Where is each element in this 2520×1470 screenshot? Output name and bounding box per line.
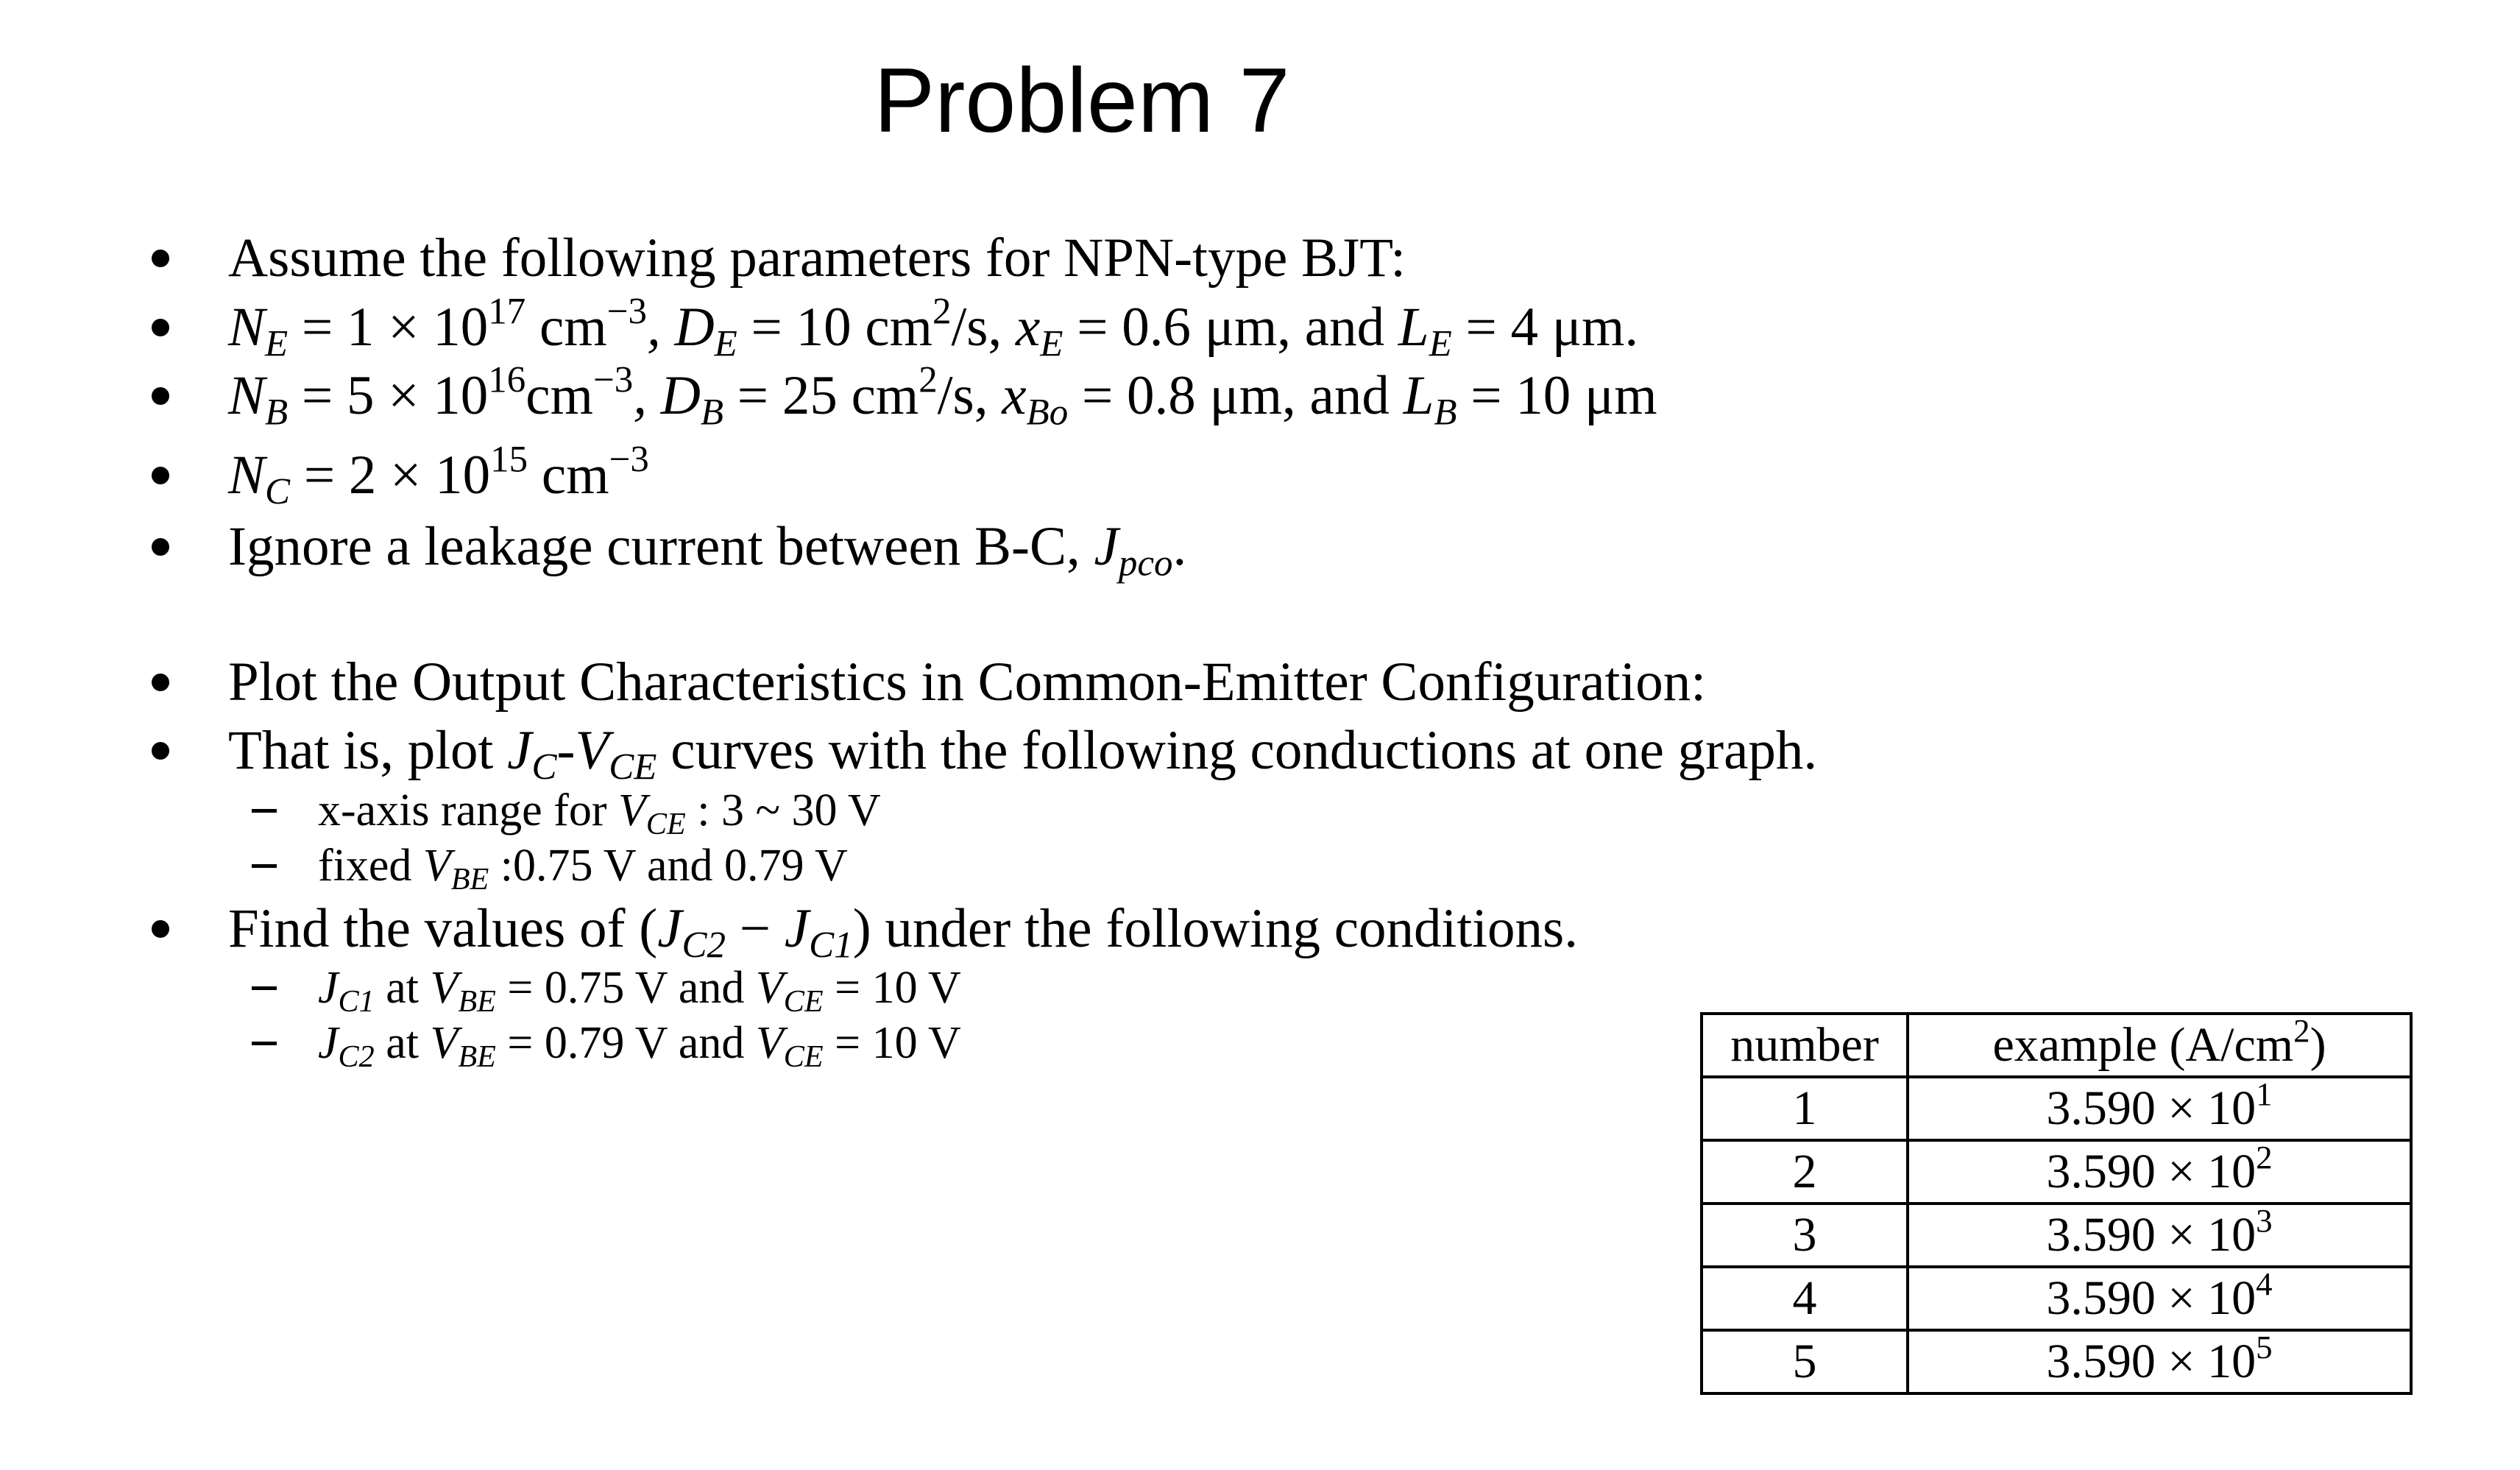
math-subscript: CE <box>783 983 824 1019</box>
math-symbol: V <box>430 963 459 1013</box>
math-subscript: C <box>265 471 291 513</box>
header-example-exponent: 2 <box>2293 1011 2310 1049</box>
subbullet-jc2 <box>318 1014 961 1072</box>
dash-marker <box>252 1042 277 1045</box>
sub-text: at <box>374 1018 431 1068</box>
math-text: cm <box>525 297 607 358</box>
sub-text: = 0.79 V and <box>495 1018 756 1068</box>
math-symbol: V <box>430 1018 459 1068</box>
cell-mantissa: 3.590 × 10 <box>2046 1271 2257 1325</box>
bullet-marker <box>152 742 169 760</box>
math-text: = 1 × 10 <box>288 297 489 358</box>
bullet-leakage <box>228 513 1187 584</box>
sub-text: at <box>374 963 431 1013</box>
math-text: /s, <box>937 365 1002 426</box>
bullet-text: ) under the following conditions. <box>852 898 1578 959</box>
sub-text: = 10 V <box>823 1018 961 1068</box>
bullet-text: Assume the following parameters for NPN-type BJT: <box>228 227 1406 289</box>
math-symbol: N <box>228 445 266 506</box>
bullet-marker <box>152 467 169 484</box>
dash-marker <box>252 864 277 868</box>
subbullet-x-range <box>318 782 881 839</box>
bullet-find-values <box>228 895 1578 967</box>
header-example-text: example (A/cm <box>1992 1018 2294 1072</box>
table-row <box>1702 1077 2411 1140</box>
math-text: − <box>726 898 785 959</box>
math-subscript: C2 <box>682 925 726 967</box>
math-subscript: C <box>531 746 557 788</box>
table-header-row <box>1702 1014 2411 1077</box>
cell-mantissa: 3.590 × 10 <box>2046 1208 2257 1262</box>
math-symbol: V <box>618 785 646 835</box>
math-exponent: 2 <box>919 359 938 401</box>
cell-exponent: 1 <box>2256 1075 2273 1112</box>
math-symbol: N <box>228 297 266 358</box>
math-text: cm <box>528 445 609 506</box>
cell-mantissa: 3.590 × 10 <box>2046 1145 2257 1198</box>
sub-text: fixed <box>318 841 423 891</box>
math-text: = 4 μm. <box>1451 297 1639 358</box>
math-exponent: −3 <box>609 439 649 481</box>
math-symbol: J <box>318 963 339 1013</box>
math-subscript: E <box>714 323 737 365</box>
header-example <box>1908 1011 2411 1077</box>
cell-example <box>1908 1140 2411 1204</box>
math-symbol: J <box>318 1018 339 1068</box>
math-text: = 10 cm <box>737 297 932 358</box>
math-exponent: −3 <box>592 359 634 401</box>
bullet-plot-detail <box>228 717 1818 788</box>
math-symbol: , D <box>646 297 715 358</box>
cell-mantissa: 3.590 × 10 <box>2046 1335 2257 1388</box>
table-row <box>1702 1204 2411 1267</box>
math-symbol: , D <box>633 365 701 426</box>
math-text: = 2 × 10 <box>290 445 491 506</box>
cell-example <box>1908 1201 2411 1267</box>
sub-text: x-axis range for <box>318 785 618 835</box>
math-text: . <box>1172 516 1187 577</box>
subbullet-fixed-vbe <box>318 837 848 897</box>
cell-exponent: 4 <box>2256 1265 2273 1302</box>
cell-number: 1 <box>1702 1077 1908 1140</box>
math-exponent: 16 <box>488 359 526 401</box>
math-text: cm <box>525 365 593 426</box>
bullet-marker <box>152 319 169 336</box>
cell-exponent: 2 <box>2256 1138 2273 1176</box>
cell-example <box>1908 1267 2411 1330</box>
math-subscript: C2 <box>338 1039 375 1074</box>
math-symbol: J <box>657 898 682 959</box>
math-text: = 0.6 μm, and <box>1063 297 1398 358</box>
math-text: = 5 × 10 <box>288 365 489 426</box>
table-row <box>1702 1330 2411 1393</box>
cell-example <box>1908 1077 2411 1140</box>
cell-exponent: 5 <box>2256 1328 2273 1365</box>
bullet-marker <box>152 250 169 267</box>
math-subscript: pco <box>1118 543 1173 584</box>
math-symbol: L <box>1403 365 1434 426</box>
bullet-plot <box>228 649 1706 716</box>
math-exponent: −3 <box>606 291 647 333</box>
math-text: = 10 μm <box>1457 365 1657 426</box>
bullet-collector-params <box>228 439 649 513</box>
math-symbol: N <box>228 365 266 426</box>
bullet-text: Plot the Output Characteristics in Common-Emitter Configuration: <box>228 651 1707 713</box>
math-subscript: B <box>265 392 289 434</box>
dash-marker <box>252 809 277 813</box>
header-number: number <box>1702 1014 1908 1077</box>
bullet-assume <box>228 225 1406 292</box>
math-subscript: C1 <box>809 925 853 967</box>
bullet-base-params <box>228 359 1657 434</box>
math-exponent: 2 <box>932 291 952 333</box>
math-text: /s, <box>951 297 1016 358</box>
math-subscript: E <box>265 323 289 365</box>
bullet-text: curves with the following conductions at one graph. <box>656 720 1818 781</box>
sub-text: : 3 ~ 30 V <box>685 785 881 835</box>
math-symbol: J <box>507 720 532 781</box>
sub-text: = 0.75 V and <box>495 963 756 1013</box>
math-subscript: B <box>700 392 724 434</box>
math-exponent: 17 <box>488 291 526 333</box>
table-row <box>1702 1140 2411 1204</box>
math-text: = 25 cm <box>723 365 919 426</box>
math-subscript: CE <box>645 806 686 841</box>
cell-number: 4 <box>1702 1267 1908 1330</box>
math-subscript: CE <box>609 746 657 788</box>
math-symbol: V <box>755 963 784 1013</box>
bullet-text: That is, plot <box>228 720 508 781</box>
cell-number: 3 <box>1702 1204 1908 1267</box>
header-example-close: ) <box>2310 1018 2326 1072</box>
cell-mantissa: 3.590 × 10 <box>2046 1081 2257 1135</box>
math-subscript: E <box>1040 323 1063 365</box>
math-subscript: CE <box>783 1039 824 1074</box>
cell-example <box>1908 1330 2411 1393</box>
sub-text: :0.75 V and 0.79 V <box>489 841 848 891</box>
bullet-marker <box>152 538 169 556</box>
cell-number: 5 <box>1702 1330 1908 1393</box>
bullet-text: Find the values of ( <box>228 898 658 959</box>
math-symbol: J <box>784 898 810 959</box>
bullet-marker <box>152 920 169 938</box>
bullet-text: Ignore a leakage current between B-C, <box>228 516 1094 577</box>
cell-number: 2 <box>1702 1140 1908 1204</box>
example-table <box>1700 1012 2413 1395</box>
math-subscript: BE <box>458 983 496 1019</box>
math-text: - <box>556 720 576 781</box>
math-symbol: V <box>575 720 609 781</box>
bullet-emitter-params <box>228 291 1639 365</box>
math-subscript: BE <box>458 1039 496 1074</box>
math-subscript: BE <box>450 861 489 897</box>
math-exponent: 15 <box>490 439 528 481</box>
slide-title: Problem 7 <box>874 50 1290 152</box>
math-symbol: J <box>1094 516 1119 577</box>
math-symbol: x <box>1016 297 1041 358</box>
dash-marker <box>252 986 277 990</box>
sub-text: = 10 V <box>823 963 961 1013</box>
math-subscript: E <box>1429 323 1452 365</box>
bullet-marker <box>152 674 169 691</box>
math-subscript: Bo <box>1026 392 1069 434</box>
math-symbol: V <box>422 841 451 891</box>
math-symbol: L <box>1398 297 1429 358</box>
math-subscript: B <box>1434 392 1457 434</box>
subbullet-jc1 <box>318 959 961 1017</box>
math-text: = 0.8 μm, and <box>1068 365 1404 426</box>
math-symbol: V <box>755 1018 784 1068</box>
table-row <box>1702 1267 2411 1330</box>
cell-exponent: 3 <box>2256 1201 2273 1239</box>
bullet-marker <box>152 387 169 405</box>
math-symbol: x <box>1002 365 1027 426</box>
math-subscript: C1 <box>338 983 375 1019</box>
